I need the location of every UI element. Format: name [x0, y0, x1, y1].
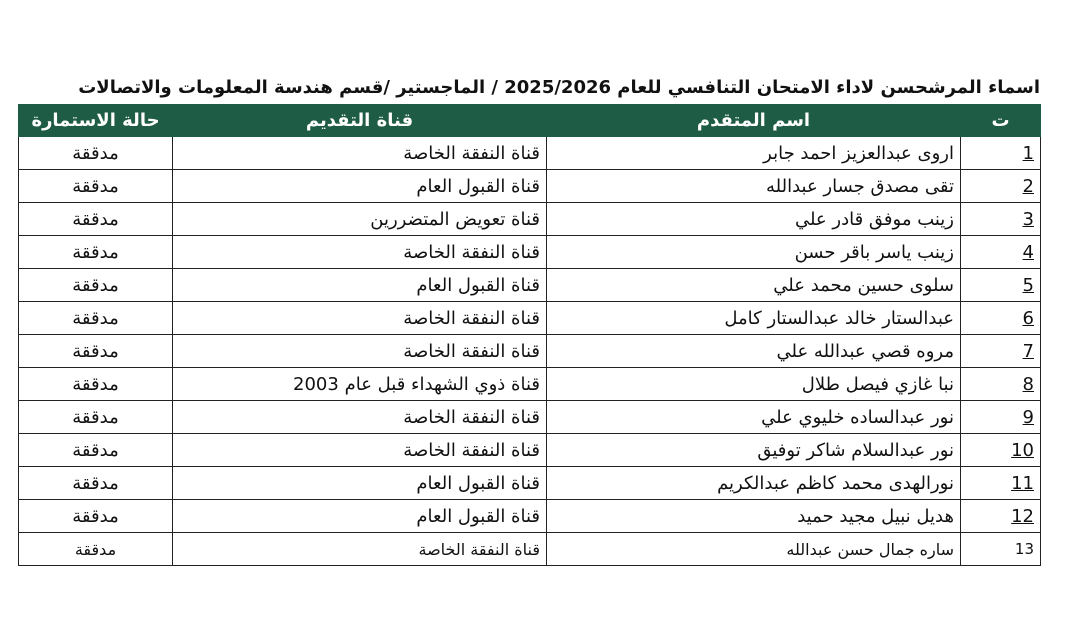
candidates-table	[18, 104, 1041, 566]
form-status: مدققة	[19, 467, 173, 500]
applicant-name: زينب ياسر باقر حسن	[547, 236, 961, 269]
row-number: 4	[961, 236, 1041, 269]
form-status: مدققة	[19, 401, 173, 434]
table-row	[19, 500, 1041, 533]
application-channel: قناة النفقة الخاصة	[173, 236, 547, 269]
header-application-channel: قناة التقديم	[173, 105, 547, 137]
form-status: مدققة	[19, 368, 173, 401]
row-number: 10	[961, 434, 1041, 467]
row-number: 13	[961, 533, 1041, 566]
table-row	[19, 170, 1041, 203]
table-row	[19, 335, 1041, 368]
applicant-name: عبدالستار خالد عبدالستار كامل	[547, 302, 961, 335]
application-channel: قناة القبول العام	[173, 269, 547, 302]
applicant-name: زينب موفق قادر علي	[547, 203, 961, 236]
row-number: 9	[961, 401, 1041, 434]
row-number: 7	[961, 335, 1041, 368]
row-number: 5	[961, 269, 1041, 302]
table-row	[19, 269, 1041, 302]
row-number: 1	[961, 137, 1041, 170]
applicant-name: نبا غازي فيصل طلال	[547, 368, 961, 401]
header-number: ت	[961, 105, 1041, 137]
applicant-name: تقى مصدق جسار عبدالله	[547, 170, 961, 203]
applicant-name: نورالهدى محمد كاظم عبدالكريم	[547, 467, 961, 500]
table-row	[19, 302, 1041, 335]
application-channel: قناة النفقة الخاصة	[173, 401, 547, 434]
header-applicant-name: اسم المتقدم	[547, 105, 961, 137]
table-row	[19, 467, 1041, 500]
form-status: مدققة	[19, 269, 173, 302]
table-row	[19, 434, 1041, 467]
form-status: مدققة	[19, 170, 173, 203]
application-channel: قناة النفقة الخاصة	[173, 533, 547, 566]
application-channel: قناة القبول العام	[173, 500, 547, 533]
form-status: مدققة	[19, 203, 173, 236]
table-row	[19, 203, 1041, 236]
row-number: 6	[961, 302, 1041, 335]
applicant-name: هديل نبيل مجيد حميد	[547, 500, 961, 533]
application-channel: قناة القبول العام	[173, 170, 547, 203]
row-number: 12	[961, 500, 1041, 533]
form-status: مدققة	[19, 533, 173, 566]
form-status: مدققة	[19, 236, 173, 269]
applicant-name: نور عبدالسلام شاكر توفيق	[547, 434, 961, 467]
row-number: 11	[961, 467, 1041, 500]
form-status: مدققة	[19, 335, 173, 368]
table-row	[19, 236, 1041, 269]
application-channel: قناة النفقة الخاصة	[173, 434, 547, 467]
row-number: 8	[961, 368, 1041, 401]
applicant-name: سلوى حسين محمد علي	[547, 269, 961, 302]
application-channel: قناة النفقة الخاصة	[173, 137, 547, 170]
applicant-name: ساره جمال حسن عبدالله	[547, 533, 961, 566]
row-number: 2	[961, 170, 1041, 203]
form-status: مدققة	[19, 302, 173, 335]
application-channel: قناة ذوي الشهداء قبل عام 2003	[173, 368, 547, 401]
table-row	[19, 401, 1041, 434]
applicant-name: اروى عبدالعزيز احمد جابر	[547, 137, 961, 170]
application-channel: قناة النفقة الخاصة	[173, 302, 547, 335]
form-status: مدققة	[19, 137, 173, 170]
table-row	[19, 137, 1041, 170]
table-row	[19, 533, 1041, 566]
form-status: مدققة	[19, 500, 173, 533]
header-form-status: حالة الاستمارة	[19, 105, 173, 137]
application-channel: قناة تعويض المتضررين	[173, 203, 547, 236]
page-title: اسماء المرشحسن لاداء الامتحان التنافسي للعام 2025/2026 / الماجستير /قسم هندسة المعلومات والاتصالات	[78, 77, 1040, 98]
table-header-row	[19, 105, 1041, 137]
row-number: 3	[961, 203, 1041, 236]
applicant-name: مروه قصي عبدالله علي	[547, 335, 961, 368]
application-channel: قناة القبول العام	[173, 467, 547, 500]
form-status: مدققة	[19, 434, 173, 467]
table-row	[19, 368, 1041, 401]
applicant-name: نور عبدالساده خليوي علي	[547, 401, 961, 434]
application-channel: قناة النفقة الخاصة	[173, 335, 547, 368]
